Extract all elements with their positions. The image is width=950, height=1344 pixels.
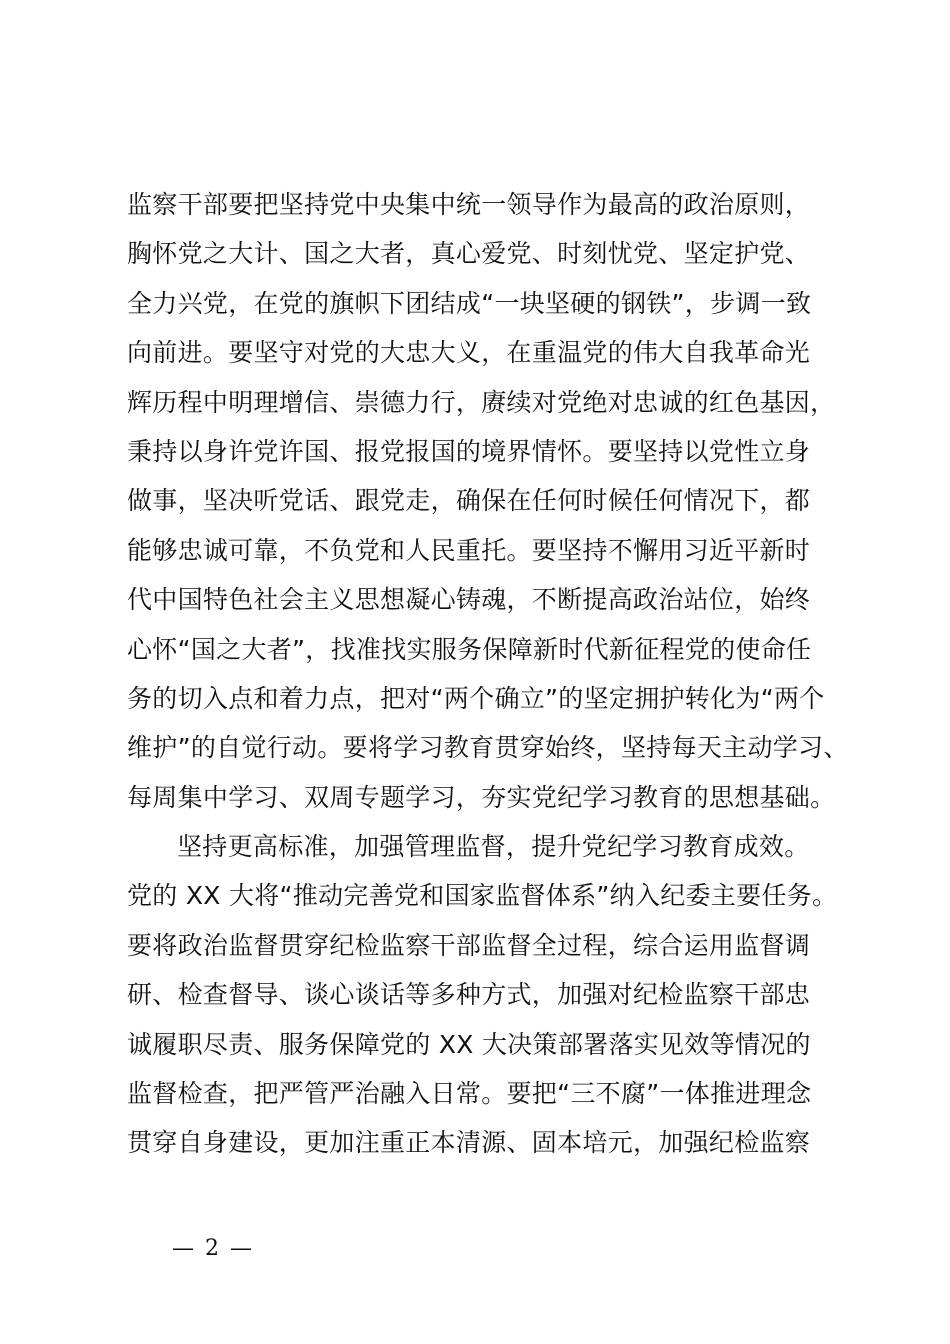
text-line: 务的切入点和着力点，把对“两个确立”的坚定拥护转化为“两个 <box>127 683 825 713</box>
page-number: — 2 — <box>172 1236 254 1261</box>
text-line: 诚履职尽责、服务保障党的 XX 大决策部署落实见效等情况的 <box>127 1029 811 1059</box>
text-line: 监察干部要把坚持党中央集中统一领导作为最高的政治原则， <box>127 190 811 219</box>
text-line: 能够忠诚可靠，不负党和人民重托。要坚持不懈用习近平新时 <box>127 535 811 565</box>
text-line: 维护”的自觉行动。要将学习教育贯穿始终，坚持每天主动学习、 <box>127 733 849 763</box>
text-line: 向前进。要坚守对党的大忠大义，在重温党的伟大自我革命光 <box>127 338 811 368</box>
text-line: 贯穿自身建设，更加注重正本清源、固本培元，加强纪检监察 <box>127 1128 811 1158</box>
text-line: 监督检查，把严管严治融入日常。要把“三不腐”一体推进理念 <box>127 1079 812 1109</box>
text-line: 要将政治监督贯穿纪检监察干部监督全过程，综合运用监督调 <box>127 930 811 960</box>
text-line: 研、检查督导、谈心谈话等多种方式，加强对纪检监察干部忠 <box>127 980 811 1010</box>
text-line: 党的 XX 大将“推动完善党和国家监督体系”纳入纪委主要任务。 <box>127 881 838 911</box>
body-text <box>127 180 867 1168</box>
text-line: 秉持以身许党许国、报党报国的境界情怀。要坚持以党性立身 <box>127 436 811 466</box>
text-line: 辉历程中明理增信、崇德力行，赓续对党绝对忠诚的红色基因， <box>127 387 836 417</box>
text-line: 胸怀党之大计、国之大者，真心爱党、时刻忧党、坚定护党、 <box>127 239 811 269</box>
text-line: 代中国特色社会主义思想凝心铸魂，不断提高政治站位，始终 <box>127 585 811 615</box>
paragraph-start-line: 坚持更高标准，加强管理监督，提升党纪学习教育成效。 <box>177 832 810 862</box>
text-line: 全力兴党，在党的旗帜下团结成“一块坚硬的钢铁”，步调一致 <box>127 288 812 318</box>
text-line: 每周集中学习、双周专题学习，夯实党纪学习教育的思想基础。 <box>127 782 836 812</box>
text-line: 做事，坚决听党话、跟党走，确保在任何时候任何情况下，都 <box>127 486 811 516</box>
text-line: 心怀“国之大者”，找准找实服务保障新时代新征程党的使命任 <box>127 634 812 664</box>
